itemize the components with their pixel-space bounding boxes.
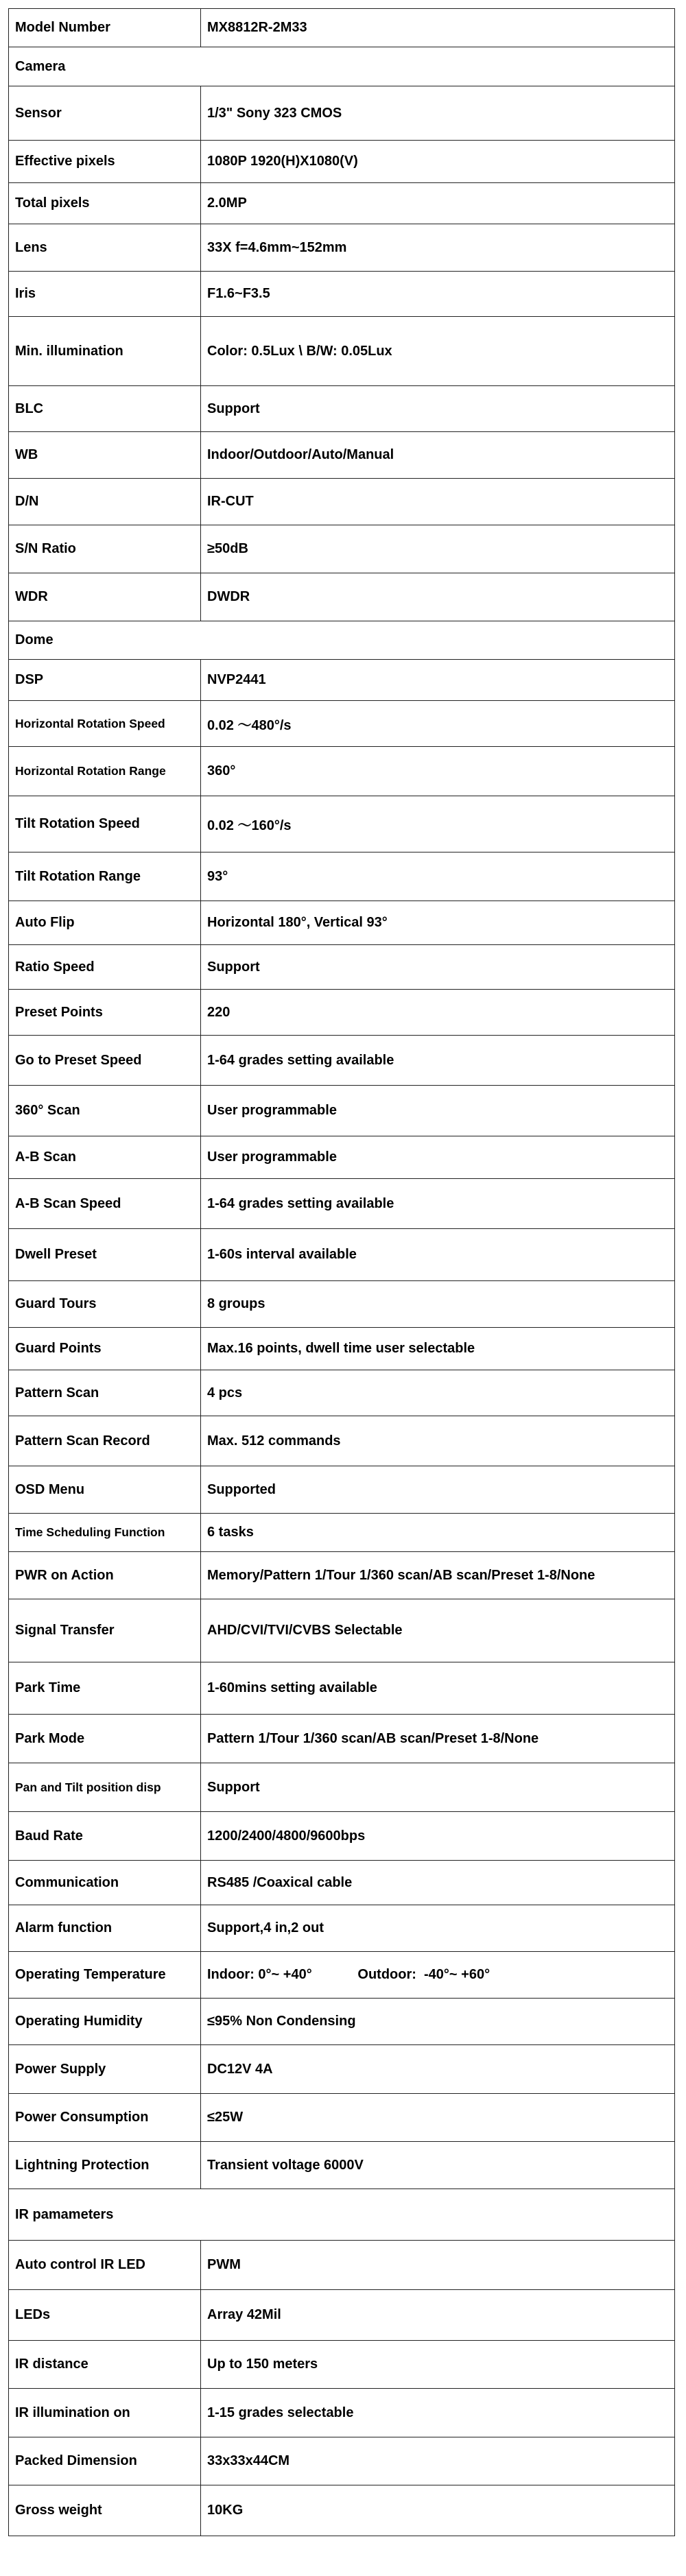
spec-value: Up to 150 meters [201, 2341, 675, 2389]
spec-value: 33X f=4.6mm~152mm [201, 224, 675, 272]
spec-value: Color: 0.5Lux \ B/W: 0.05Lux [201, 317, 675, 386]
spec-value: 4 pcs [201, 1370, 675, 1416]
spec-label: Lens [9, 224, 201, 272]
spec-row [9, 2290, 675, 2341]
spec-value: Max.16 points, dwell time user selectable [201, 1328, 675, 1370]
spec-row [9, 1552, 675, 1599]
spec-row [9, 1514, 675, 1552]
spec-label: Go to Preset Speed [9, 1036, 201, 1086]
spec-value: Support,4 in,2 out [201, 1905, 675, 1952]
spec-label: Power Supply [9, 2045, 201, 2094]
spec-label: Park Mode [9, 1715, 201, 1763]
section-header-row [9, 47, 675, 86]
spec-table-body [9, 9, 675, 2536]
spec-row [9, 272, 675, 317]
spec-label: Auto control IR LED [9, 2241, 201, 2290]
spec-value: Indoor: 0°~ +40° Outdoor: -40°~ +60° [201, 1952, 675, 1999]
spec-label: Power Consumption [9, 2094, 201, 2142]
spec-value: 0.02 ～480°/s [201, 701, 675, 747]
spec-label: WDR [9, 573, 201, 621]
section-header-row [9, 621, 675, 660]
spec-label: Baud Rate [9, 1812, 201, 1861]
spec-label: D/N [9, 479, 201, 525]
spec-row [9, 525, 675, 573]
spec-value: DWDR [201, 573, 675, 621]
spec-value: 1-15 grades selectable [201, 2389, 675, 2437]
spec-row [9, 2485, 675, 2536]
spec-table [8, 8, 675, 2536]
spec-row [9, 1370, 675, 1416]
spec-value: 10KG [201, 2485, 675, 2536]
spec-label: Auto Flip [9, 901, 201, 945]
spec-value: 1-64 grades setting available [201, 1036, 675, 1086]
spec-label: Signal Transfer [9, 1599, 201, 1662]
spec-value: DC12V 4A [201, 2045, 675, 2094]
spec-row [9, 1599, 675, 1662]
spec-row [9, 2241, 675, 2290]
spec-row [9, 1036, 675, 1086]
spec-value: 360° [201, 747, 675, 796]
spec-row [9, 573, 675, 621]
spec-value: F1.6~F3.5 [201, 272, 675, 317]
spec-row [9, 1952, 675, 1999]
spec-value: ≤95% Non Condensing [201, 1999, 675, 2045]
spec-value: Support [201, 945, 675, 990]
spec-value: ≤25W [201, 2094, 675, 2142]
spec-label: Lightning Protection [9, 2142, 201, 2189]
spec-row [9, 1136, 675, 1179]
spec-label: Packed Dimension [9, 2437, 201, 2485]
spec-label: Dwell Preset [9, 1229, 201, 1281]
spec-value: Pattern 1/Tour 1/360 scan/AB scan/Preset 1-8/None [201, 1715, 675, 1763]
spec-row [9, 9, 675, 47]
spec-label: Guard Points [9, 1328, 201, 1370]
spec-row [9, 1328, 675, 1370]
spec-value: 1-64 grades setting available [201, 1179, 675, 1229]
spec-row [9, 317, 675, 386]
spec-label: Gross weight [9, 2485, 201, 2536]
spec-label: Pattern Scan Record [9, 1416, 201, 1466]
spec-row [9, 141, 675, 183]
section-header-row [9, 2189, 675, 2241]
spec-label: WB [9, 432, 201, 479]
spec-label: DSP [9, 660, 201, 701]
spec-row [9, 2389, 675, 2437]
spec-label: Ratio Speed [9, 945, 201, 990]
spec-row [9, 432, 675, 479]
spec-label: Horizontal Rotation Speed [9, 701, 201, 747]
spec-label: IR distance [9, 2341, 201, 2389]
spec-label: Min. illumination [9, 317, 201, 386]
spec-value: AHD/CVI/TVI/CVBS Selectable [201, 1599, 675, 1662]
spec-row [9, 2094, 675, 2142]
spec-label: Park Time [9, 1662, 201, 1715]
spec-value: Memory/Pattern 1/Tour 1/360 scan/AB scan/Preset 1-8/None [201, 1552, 675, 1599]
spec-label: Horizontal Rotation Range [9, 747, 201, 796]
spec-value: Array 42Mil [201, 2290, 675, 2341]
spec-row [9, 990, 675, 1036]
spec-value: 2.0MP [201, 183, 675, 224]
spec-label: LEDs [9, 2290, 201, 2341]
spec-row [9, 1281, 675, 1328]
spec-value: 8 groups [201, 1281, 675, 1328]
spec-row [9, 1086, 675, 1136]
spec-value: RS485 /Coaxical cable [201, 1861, 675, 1905]
spec-row [9, 1466, 675, 1514]
spec-row [9, 945, 675, 990]
spec-row [9, 224, 675, 272]
spec-label: Operating Temperature [9, 1952, 201, 1999]
spec-row [9, 86, 675, 141]
spec-row [9, 183, 675, 224]
spec-label: 360° Scan [9, 1086, 201, 1136]
spec-label: S/N Ratio [9, 525, 201, 573]
spec-label: Iris [9, 272, 201, 317]
spec-value: 33x33x44CM [201, 2437, 675, 2485]
spec-label: Alarm function [9, 1905, 201, 1952]
spec-value: 93° [201, 852, 675, 901]
spec-value: 1/3" Sony 323 CMOS [201, 86, 675, 141]
spec-label: A-B Scan [9, 1136, 201, 1179]
spec-row [9, 2341, 675, 2389]
spec-label: Tilt Rotation Range [9, 852, 201, 901]
spec-value: User programmable [201, 1086, 675, 1136]
spec-row [9, 2142, 675, 2189]
spec-row [9, 852, 675, 901]
spec-value: Max. 512 commands [201, 1416, 675, 1466]
spec-row [9, 1179, 675, 1229]
spec-value: ≥50dB [201, 525, 675, 573]
spec-label: Total pixels [9, 183, 201, 224]
spec-label: Effective pixels [9, 141, 201, 183]
section-title: IR pamameters [9, 2189, 675, 2241]
spec-value: 1-60mins setting available [201, 1662, 675, 1715]
spec-row [9, 1861, 675, 1905]
spec-row [9, 796, 675, 852]
spec-row [9, 1229, 675, 1281]
spec-row [9, 701, 675, 747]
spec-value: MX8812R-2M33 [201, 9, 675, 47]
spec-label: Sensor [9, 86, 201, 141]
spec-row [9, 386, 675, 432]
section-title: Camera [9, 47, 675, 86]
spec-value: Indoor/Outdoor/Auto/Manual [201, 432, 675, 479]
section-title: Dome [9, 621, 675, 660]
spec-label: Model Number [9, 9, 201, 47]
spec-row [9, 1416, 675, 1466]
spec-row [9, 1999, 675, 2045]
spec-label: Guard Tours [9, 1281, 201, 1328]
spec-label: OSD Menu [9, 1466, 201, 1514]
spec-label: Operating Humidity [9, 1999, 201, 2045]
spec-label: IR illumination on [9, 2389, 201, 2437]
spec-row [9, 1662, 675, 1715]
spec-value: Support [201, 386, 675, 432]
spec-row [9, 2045, 675, 2094]
spec-value: 1080P 1920(H)X1080(V) [201, 141, 675, 183]
spec-value: Support [201, 1763, 675, 1812]
spec-label: Preset Points [9, 990, 201, 1036]
spec-value: Supported [201, 1466, 675, 1514]
spec-label: A-B Scan Speed [9, 1179, 201, 1229]
spec-label: BLC [9, 386, 201, 432]
spec-row [9, 1715, 675, 1763]
spec-value: 6 tasks [201, 1514, 675, 1552]
spec-value: User programmable [201, 1136, 675, 1179]
spec-row [9, 660, 675, 701]
spec-value: 1200/2400/4800/9600bps [201, 1812, 675, 1861]
spec-label: Communication [9, 1861, 201, 1905]
spec-label: Tilt Rotation Speed [9, 796, 201, 852]
spec-label: Time Scheduling Function [9, 1514, 201, 1552]
spec-row [9, 479, 675, 525]
spec-row [9, 747, 675, 796]
spec-value: 1-60s interval available [201, 1229, 675, 1281]
spec-label: Pan and Tilt position disp [9, 1763, 201, 1812]
spec-row [9, 1812, 675, 1861]
spec-value: PWM [201, 2241, 675, 2290]
spec-row [9, 1905, 675, 1952]
spec-label: Pattern Scan [9, 1370, 201, 1416]
spec-label: PWR on Action [9, 1552, 201, 1599]
spec-value: Transient voltage 6000V [201, 2142, 675, 2189]
spec-row [9, 901, 675, 945]
spec-value: Horizontal 180°, Vertical 93° [201, 901, 675, 945]
spec-value: 220 [201, 990, 675, 1036]
spec-row [9, 2437, 675, 2485]
spec-value: IR-CUT [201, 479, 675, 525]
spec-row [9, 1763, 675, 1812]
spec-value: 0.02 ～160°/s [201, 796, 675, 852]
spec-value: NVP2441 [201, 660, 675, 701]
